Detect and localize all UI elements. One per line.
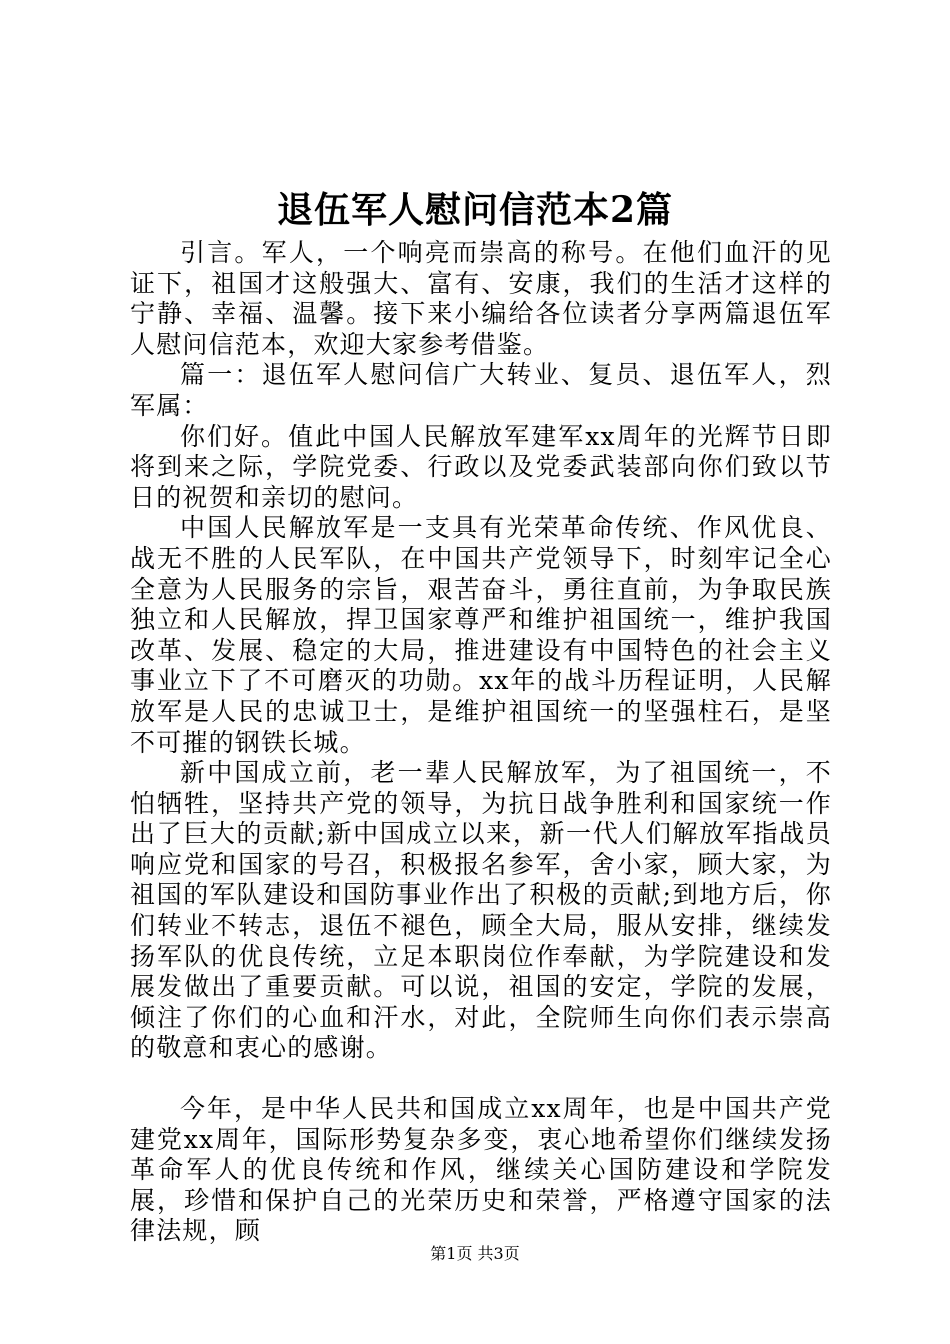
paragraph-pla-history: 中国人民解放军是一支具有光荣革命传统、作风优良、战无不胜的人民军队，在中国共产党领导下，时刻牢记全心全意为人民服务的宗旨，艰苦奋斗，勇往直前，为争取民族独立和人民解放，捍卫国家尊严和维护祖国统一，维护我国改革、发展、稳定的大局，推进建设有中国特色的社会主义事业立下了不可磨灭的功勋。xx年的战斗历程证明，人民解放军是人民的忠诚卫士，是维护祖国统一的坚强柱石，是坚不可摧的钢铁长城。 <box>130 513 832 757</box>
paragraph-greeting: 你们好。值此中国人民解放军建军xx周年的光辉节日即将到来之际，学院党委、行政以及党委武装部向你们致以节日的祝贺和亲切的慰问。 <box>130 421 832 512</box>
paragraph-contributions: 新中国成立前，老一辈人民解放军，为了祖国统一，不怕牺牲，坚持共产党的领导，为抗日战争胜利和国家统一作出了巨大的贡献;新中国成立以来，新一代人们解放军指战员响应党和国家的号召，积极报名参军，舍小家，顾大家，为祖国的军队建设和国防事业作出了积极的贡献;到地方后，你们转业不转志，退伍不褪色，顾全大局，服从安排，继续发扬军队的优良传统，立足本职岗位作奉献，为学院建设和发展发做出了重要贡献。可以说，祖国的安定，学院的发展，倾注了你们的心血和汗水，对此，全院师生向你们表示崇高的敬意和衷心的感谢。 <box>130 758 832 1063</box>
document-title: 退伍军人慰问信范本2篇 <box>276 189 674 231</box>
document-body <box>130 238 832 1247</box>
paragraph-salutation: 篇一：退伍军人慰问信广大转业、复员、退伍军人，烈军属： <box>130 360 832 420</box>
page-footer: 第1页 共3页 <box>430 1244 520 1263</box>
paragraph-this-year: 今年，是中华人民共和国成立xx周年，也是中国共产党建党xx周年，国际形势复杂多变，衷心地希望你们继续发扬革命军人的优良传统和作风，继续关心国防建设和学院发展，珍惜和保护自己的光荣历史和荣誉，严格遵守国家的法律法规，顾 <box>130 1094 832 1246</box>
paragraph-intro: 引言。军人，一个响亮而崇高的称号。在他们血汗的见证下，祖国才这般强大、富有、安康，我们的生活才这样的宁静、幸福、温馨。接下来小编给各位读者分享两篇退伍军人慰问信范本，欢迎大家参考借鉴。 <box>130 238 832 359</box>
